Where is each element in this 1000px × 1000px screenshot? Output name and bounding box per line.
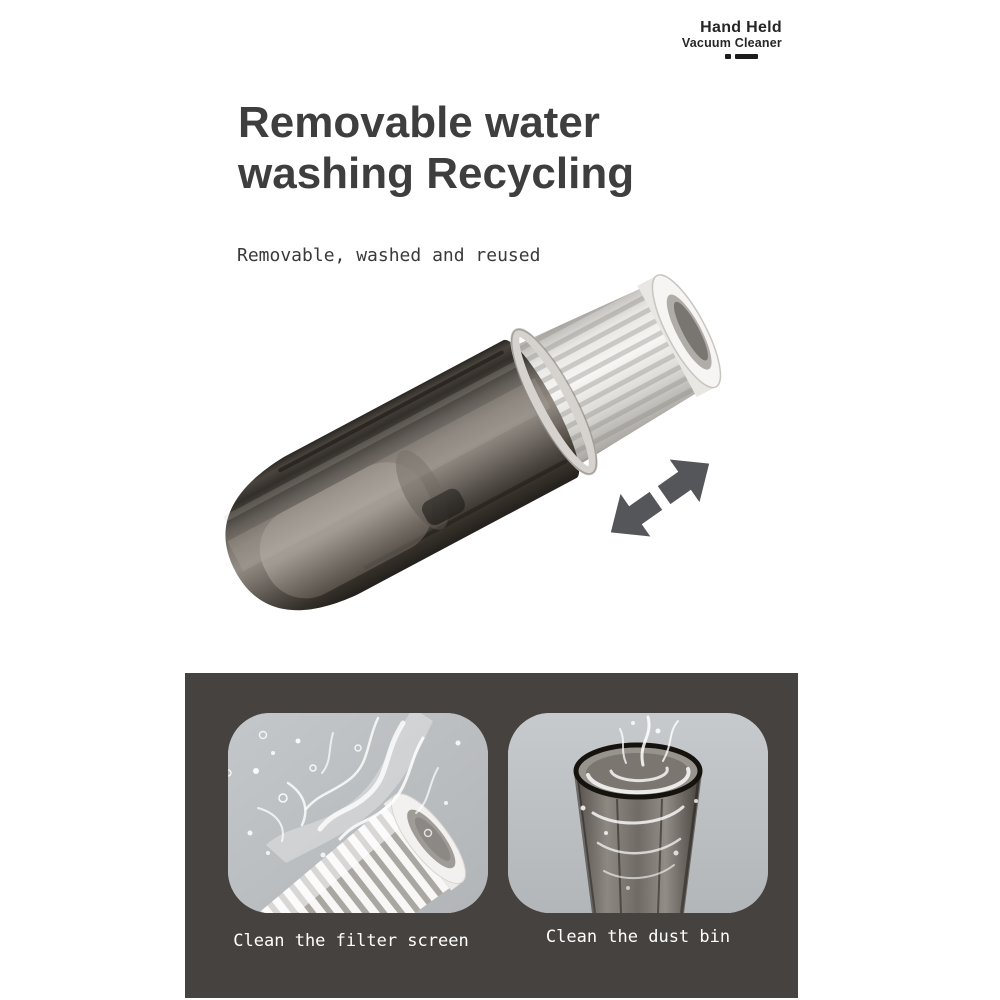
brand-dash-icon xyxy=(735,54,758,59)
card-filter-screen xyxy=(228,713,488,913)
slide-in-out-arrow-icon xyxy=(596,442,724,553)
washing-dust-bin-illustration xyxy=(508,713,768,913)
page-title xyxy=(238,97,634,199)
dust-bin-cup xyxy=(576,745,701,913)
dust-bin-illustration xyxy=(197,320,610,637)
page-title-line2: washing Recycling xyxy=(238,149,635,198)
brand-logo xyxy=(600,19,782,59)
brand-name-line2: Vacuum Cleaner xyxy=(681,36,782,50)
card-dust-bin xyxy=(508,713,768,913)
caption-filter-screen: Clean the filter screen xyxy=(233,931,469,951)
caption-dust-bin: Clean the dust bin xyxy=(545,927,731,947)
page-title-line1: Removable water xyxy=(238,98,600,147)
washing-filter-screen-illustration xyxy=(228,713,488,913)
brand-name-line1: Hand Held xyxy=(700,19,782,36)
page-subtitle: Removable, washed and reused xyxy=(237,245,541,266)
cleaning-panel xyxy=(185,673,798,998)
brand-underline-mark xyxy=(600,54,782,59)
hero-illustration xyxy=(195,252,755,637)
brand-dot-icon xyxy=(725,54,731,59)
